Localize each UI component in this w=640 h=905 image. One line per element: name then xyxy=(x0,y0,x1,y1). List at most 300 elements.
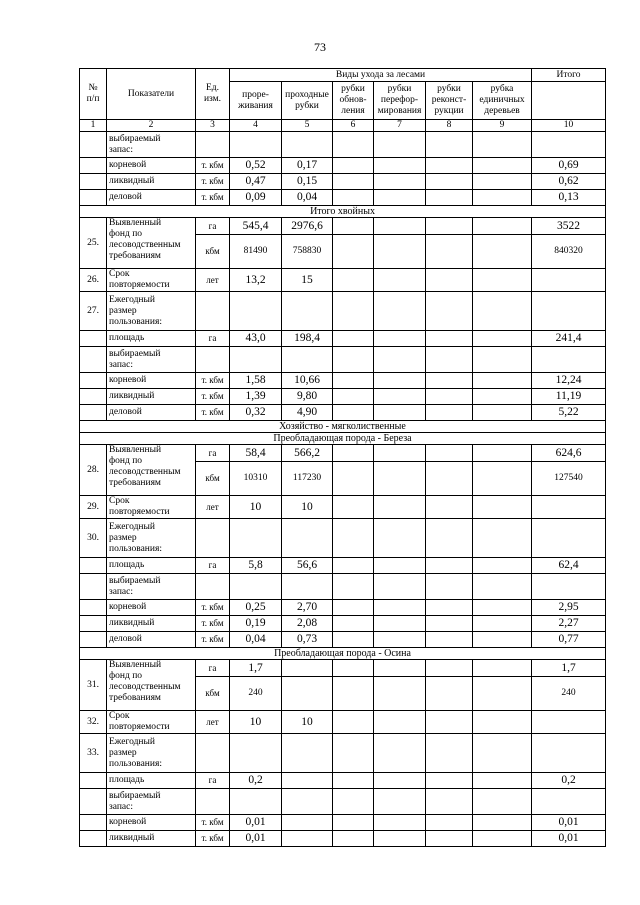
empty-cell xyxy=(333,831,374,847)
row-num-cell xyxy=(80,405,107,421)
table-row xyxy=(80,616,606,632)
table-row xyxy=(80,347,606,373)
table-row xyxy=(80,405,606,421)
row-label: площадь xyxy=(107,773,196,789)
empty-cell xyxy=(374,616,426,632)
value-thinning: 545,4 xyxy=(230,218,282,235)
value-passing: 0,73 xyxy=(282,632,333,648)
empty-cell xyxy=(374,496,426,519)
empty-cell xyxy=(333,558,374,574)
value-total: 11,19 xyxy=(532,389,606,405)
empty-cell xyxy=(473,677,532,711)
value-thinning: 0,01 xyxy=(230,831,282,847)
value-passing: 2,70 xyxy=(282,600,333,616)
value-thinning: 10 xyxy=(230,711,282,734)
value-thinning: 1,7 xyxy=(230,660,282,677)
column-index: 10 xyxy=(532,120,606,132)
value-thinning: 10310 xyxy=(230,462,282,496)
empty-cell xyxy=(473,632,532,648)
row-unit xyxy=(196,789,230,815)
item-number: 30. xyxy=(80,519,107,558)
row-unit: га xyxy=(196,218,230,235)
value-thinning: 0,32 xyxy=(230,405,282,421)
empty-cell xyxy=(426,773,473,789)
row-num-cell xyxy=(80,158,107,174)
empty-cell xyxy=(473,292,532,331)
value-passing: 2,08 xyxy=(282,616,333,632)
empty-cell xyxy=(230,519,282,558)
table-row xyxy=(80,218,606,235)
row-num-cell xyxy=(80,773,107,789)
empty-cell xyxy=(473,235,532,269)
header-col-thinning: проре- живания xyxy=(230,82,282,120)
item-label: Выявленный фонд по лесоводственным требованиям xyxy=(107,660,196,711)
value-thinning: 0,09 xyxy=(230,190,282,206)
row-unit: га xyxy=(196,558,230,574)
empty-cell xyxy=(196,519,230,558)
table-row xyxy=(80,574,606,600)
page-number: 73 xyxy=(314,40,326,54)
value-total: 127540 xyxy=(532,462,606,496)
item-label: Ежегодный размер пользования: xyxy=(107,734,196,773)
value-passing xyxy=(282,347,333,373)
table-row xyxy=(80,519,606,558)
row-unit: т. кбм xyxy=(196,831,230,847)
table-row xyxy=(80,158,606,174)
empty-cell xyxy=(473,496,532,519)
empty-cell xyxy=(333,462,374,496)
row-unit: лет xyxy=(196,711,230,734)
empty-cell xyxy=(333,235,374,269)
value-thinning xyxy=(230,347,282,373)
empty-cell xyxy=(473,331,532,347)
value-thinning: 0,25 xyxy=(230,600,282,616)
empty-cell xyxy=(374,734,426,773)
value-passing xyxy=(282,132,333,158)
value-total: 0,69 xyxy=(532,158,606,174)
empty-cell xyxy=(374,558,426,574)
section-title: Преобладающая порода - Береза xyxy=(80,433,606,445)
empty-cell xyxy=(333,677,374,711)
value-thinning xyxy=(230,132,282,158)
value-thinning: 5,8 xyxy=(230,558,282,574)
empty-cell xyxy=(196,734,230,773)
row-unit xyxy=(196,574,230,600)
row-unit: т. кбм xyxy=(196,632,230,648)
value-thinning: 1,58 xyxy=(230,373,282,389)
value-total: 1,7 xyxy=(532,660,606,677)
empty-cell xyxy=(473,600,532,616)
row-num-cell xyxy=(80,616,107,632)
row-num-cell xyxy=(80,132,107,158)
empty-cell xyxy=(473,218,532,235)
empty-cell xyxy=(374,445,426,462)
value-thinning: 0,52 xyxy=(230,158,282,174)
value-passing: 10 xyxy=(282,711,333,734)
empty-cell xyxy=(426,389,473,405)
empty-cell xyxy=(532,734,606,773)
empty-cell xyxy=(374,574,426,600)
empty-cell xyxy=(333,734,374,773)
row-num-cell xyxy=(80,632,107,648)
value-total: 62,4 xyxy=(532,558,606,574)
row-unit: т. кбм xyxy=(196,174,230,190)
value-total: 2,27 xyxy=(532,616,606,632)
column-index: 5 xyxy=(282,120,333,132)
empty-cell xyxy=(333,190,374,206)
empty-cell xyxy=(473,616,532,632)
empty-cell xyxy=(282,734,333,773)
empty-cell xyxy=(374,831,426,847)
value-passing: 0,17 xyxy=(282,158,333,174)
section-title-row xyxy=(80,206,606,218)
item-number: 32. xyxy=(80,711,107,734)
empty-cell xyxy=(473,574,532,600)
row-num-cell xyxy=(80,600,107,616)
empty-cell xyxy=(333,632,374,648)
row-label: корневой xyxy=(107,815,196,831)
empty-cell xyxy=(374,815,426,831)
row-label: ликвидный xyxy=(107,174,196,190)
item-number: 25. xyxy=(80,218,107,269)
value-total xyxy=(532,574,606,600)
column-index: 4 xyxy=(230,120,282,132)
empty-cell xyxy=(374,174,426,190)
value-thinning: 10 xyxy=(230,496,282,519)
table-row xyxy=(80,831,606,847)
table-row xyxy=(80,269,606,292)
value-total xyxy=(532,269,606,292)
empty-cell xyxy=(333,331,374,347)
value-thinning: 0,01 xyxy=(230,815,282,831)
empty-cell xyxy=(473,190,532,206)
row-num-cell xyxy=(80,373,107,389)
empty-cell xyxy=(473,831,532,847)
row-label: ликвидный xyxy=(107,389,196,405)
header-unit: Ед. изм. xyxy=(196,69,230,120)
empty-cell xyxy=(473,174,532,190)
value-thinning: 0,19 xyxy=(230,616,282,632)
table-row xyxy=(80,632,606,648)
empty-cell xyxy=(333,373,374,389)
empty-cell xyxy=(374,347,426,373)
value-total: 241,4 xyxy=(532,331,606,347)
item-number: 27. xyxy=(80,292,107,331)
value-total: 0,77 xyxy=(532,632,606,648)
item-label: Ежегодный размер пользования: xyxy=(107,292,196,331)
row-label: корневой xyxy=(107,373,196,389)
value-passing xyxy=(282,831,333,847)
empty-cell xyxy=(333,660,374,677)
empty-cell xyxy=(473,132,532,158)
header-row-1 xyxy=(80,69,606,82)
row-unit: кбм xyxy=(196,462,230,496)
table-row xyxy=(80,711,606,734)
section-subtitle-row xyxy=(80,648,606,660)
empty-cell xyxy=(426,218,473,235)
empty-cell xyxy=(473,158,532,174)
empty-cell xyxy=(426,292,473,331)
empty-cell xyxy=(426,616,473,632)
empty-cell xyxy=(473,445,532,462)
row-num-cell xyxy=(80,347,107,373)
column-index: 7 xyxy=(374,120,426,132)
value-thinning: 13,2 xyxy=(230,269,282,292)
empty-cell xyxy=(473,462,532,496)
column-index: 9 xyxy=(473,120,532,132)
empty-cell xyxy=(374,292,426,331)
row-unit: т. кбм xyxy=(196,405,230,421)
row-unit: кбм xyxy=(196,677,230,711)
column-index: 3 xyxy=(196,120,230,132)
row-label: корневой xyxy=(107,600,196,616)
value-passing: 117230 xyxy=(282,462,333,496)
empty-cell xyxy=(333,574,374,600)
value-thinning xyxy=(230,789,282,815)
value-total xyxy=(532,789,606,815)
row-unit: т. кбм xyxy=(196,389,230,405)
value-total xyxy=(532,132,606,158)
value-total: 0,01 xyxy=(532,815,606,831)
value-thinning: 0,47 xyxy=(230,174,282,190)
empty-cell xyxy=(426,831,473,847)
empty-cell xyxy=(282,519,333,558)
empty-cell xyxy=(333,174,374,190)
table-row xyxy=(80,389,606,405)
header-total: Итого xyxy=(532,69,606,82)
empty-cell xyxy=(426,158,473,174)
empty-cell xyxy=(374,632,426,648)
empty-cell xyxy=(473,405,532,421)
table-row xyxy=(80,132,606,158)
value-passing: 4,90 xyxy=(282,405,333,421)
value-passing: 0,15 xyxy=(282,174,333,190)
item-number: 28. xyxy=(80,445,107,496)
row-label: деловой xyxy=(107,190,196,206)
empty-cell xyxy=(473,734,532,773)
row-label: ликвидный xyxy=(107,616,196,632)
table-row xyxy=(80,445,606,462)
row-unit: га xyxy=(196,660,230,677)
empty-cell xyxy=(426,632,473,648)
row-unit xyxy=(196,132,230,158)
table-row xyxy=(80,174,606,190)
value-passing: 56,6 xyxy=(282,558,333,574)
row-unit: га xyxy=(196,445,230,462)
value-thinning: 81490 xyxy=(230,235,282,269)
table-row xyxy=(80,373,606,389)
empty-cell xyxy=(230,292,282,331)
value-total: 0,01 xyxy=(532,831,606,847)
value-passing: 9,80 xyxy=(282,389,333,405)
row-unit: лет xyxy=(196,269,230,292)
value-passing xyxy=(282,660,333,677)
item-label: Ежегодный размер пользования: xyxy=(107,519,196,558)
value-passing: 198,4 xyxy=(282,331,333,347)
empty-cell xyxy=(426,174,473,190)
table-row xyxy=(80,292,606,331)
empty-cell xyxy=(333,292,374,331)
empty-cell xyxy=(374,235,426,269)
row-label: выбираемый запас: xyxy=(107,347,196,373)
table-row xyxy=(80,496,606,519)
forest-care-table xyxy=(79,68,606,847)
row-unit: лет xyxy=(196,496,230,519)
value-thinning: 58,4 xyxy=(230,445,282,462)
row-unit: кбм xyxy=(196,235,230,269)
row-num-cell xyxy=(80,331,107,347)
row-label: корневой xyxy=(107,158,196,174)
empty-cell xyxy=(532,292,606,331)
empty-cell xyxy=(333,158,374,174)
table-row xyxy=(80,660,606,677)
empty-cell xyxy=(473,558,532,574)
header-care-types: Виды ухода за лесами xyxy=(230,69,532,82)
row-num-cell xyxy=(80,558,107,574)
empty-cell xyxy=(333,405,374,421)
value-total: 12,24 xyxy=(532,373,606,389)
value-total xyxy=(532,711,606,734)
value-thinning: 240 xyxy=(230,677,282,711)
row-label: выбираемый запас: xyxy=(107,789,196,815)
empty-cell xyxy=(473,347,532,373)
value-thinning: 1,39 xyxy=(230,389,282,405)
empty-cell xyxy=(333,218,374,235)
empty-cell xyxy=(426,815,473,831)
row-label: деловой xyxy=(107,632,196,648)
table-row xyxy=(80,331,606,347)
empty-cell xyxy=(426,373,473,389)
value-passing: 15 xyxy=(282,269,333,292)
empty-cell xyxy=(374,331,426,347)
value-total xyxy=(532,496,606,519)
table-row xyxy=(80,190,606,206)
empty-cell xyxy=(426,660,473,677)
value-total: 0,13 xyxy=(532,190,606,206)
value-total: 0,62 xyxy=(532,174,606,190)
value-passing: 2976,6 xyxy=(282,218,333,235)
empty-cell xyxy=(333,519,374,558)
item-number: 26. xyxy=(80,269,107,292)
value-passing: 10,66 xyxy=(282,373,333,389)
empty-cell xyxy=(333,711,374,734)
empty-cell xyxy=(374,773,426,789)
empty-cell xyxy=(473,373,532,389)
item-label: Выявленный фонд по лесоводственным требованиям xyxy=(107,218,196,269)
row-num-cell xyxy=(80,389,107,405)
empty-cell xyxy=(333,347,374,373)
value-total: 2,95 xyxy=(532,600,606,616)
header-col-single-trees: рубка единичных деревьев xyxy=(473,82,532,120)
index-row xyxy=(80,120,606,132)
empty-cell xyxy=(473,269,532,292)
row-label: выбираемый запас: xyxy=(107,132,196,158)
value-total: 840320 xyxy=(532,235,606,269)
empty-cell xyxy=(374,660,426,677)
empty-cell xyxy=(473,711,532,734)
value-total: 5,22 xyxy=(532,405,606,421)
empty-cell xyxy=(333,600,374,616)
row-num-cell xyxy=(80,815,107,831)
value-passing: 566,2 xyxy=(282,445,333,462)
item-label: Срок повторяемости xyxy=(107,711,196,734)
table-row xyxy=(80,773,606,789)
empty-cell xyxy=(426,734,473,773)
empty-cell xyxy=(426,331,473,347)
value-passing: 10 xyxy=(282,496,333,519)
value-total: 624,6 xyxy=(532,445,606,462)
row-unit: т. кбм xyxy=(196,616,230,632)
table-row xyxy=(80,600,606,616)
value-total xyxy=(532,347,606,373)
value-passing xyxy=(282,815,333,831)
row-unit xyxy=(196,347,230,373)
empty-cell xyxy=(374,269,426,292)
header-indicators: Показатели xyxy=(107,69,196,120)
empty-cell xyxy=(333,389,374,405)
value-passing: 0,04 xyxy=(282,190,333,206)
table-body xyxy=(80,69,606,847)
row-num-cell xyxy=(80,190,107,206)
empty-cell xyxy=(333,132,374,158)
empty-cell xyxy=(426,235,473,269)
section-title: Хозяйство - мягколиственные xyxy=(80,421,606,433)
empty-cell xyxy=(374,158,426,174)
empty-cell xyxy=(333,445,374,462)
value-passing xyxy=(282,677,333,711)
column-index: 6 xyxy=(333,120,374,132)
empty-cell xyxy=(374,132,426,158)
header-col-reforming: рубки перефор- мирования xyxy=(374,82,426,120)
empty-cell xyxy=(196,292,230,331)
header-total-blank xyxy=(532,82,606,120)
empty-cell xyxy=(374,462,426,496)
item-label: Срок повторяемости xyxy=(107,496,196,519)
empty-cell xyxy=(473,815,532,831)
empty-cell xyxy=(333,815,374,831)
row-num-cell xyxy=(80,789,107,815)
header-col-reconstruction: рубки реконст- рукции xyxy=(426,82,473,120)
value-total: 240 xyxy=(532,677,606,711)
item-label: Выявленный фонд по лесоводственным требованиям xyxy=(107,445,196,496)
column-index: 1 xyxy=(80,120,107,132)
row-label: выбираемый запас: xyxy=(107,574,196,600)
empty-cell xyxy=(333,496,374,519)
empty-cell xyxy=(374,190,426,206)
column-index: 8 xyxy=(426,120,473,132)
empty-cell xyxy=(426,405,473,421)
empty-cell xyxy=(230,734,282,773)
value-passing xyxy=(282,574,333,600)
section-title-row xyxy=(80,421,606,433)
table-row xyxy=(80,789,606,815)
row-label: деловой xyxy=(107,405,196,421)
item-number: 29. xyxy=(80,496,107,519)
item-number: 33. xyxy=(80,734,107,773)
empty-cell xyxy=(374,677,426,711)
row-unit: га xyxy=(196,773,230,789)
empty-cell xyxy=(426,558,473,574)
empty-cell xyxy=(473,519,532,558)
value-thinning: 43,0 xyxy=(230,331,282,347)
empty-cell xyxy=(374,789,426,815)
column-index: 2 xyxy=(107,120,196,132)
value-thinning: 0,04 xyxy=(230,632,282,648)
empty-cell xyxy=(374,218,426,235)
empty-cell xyxy=(333,269,374,292)
row-unit: т. кбм xyxy=(196,600,230,616)
header-col-passing: проходные рубки xyxy=(282,82,333,120)
